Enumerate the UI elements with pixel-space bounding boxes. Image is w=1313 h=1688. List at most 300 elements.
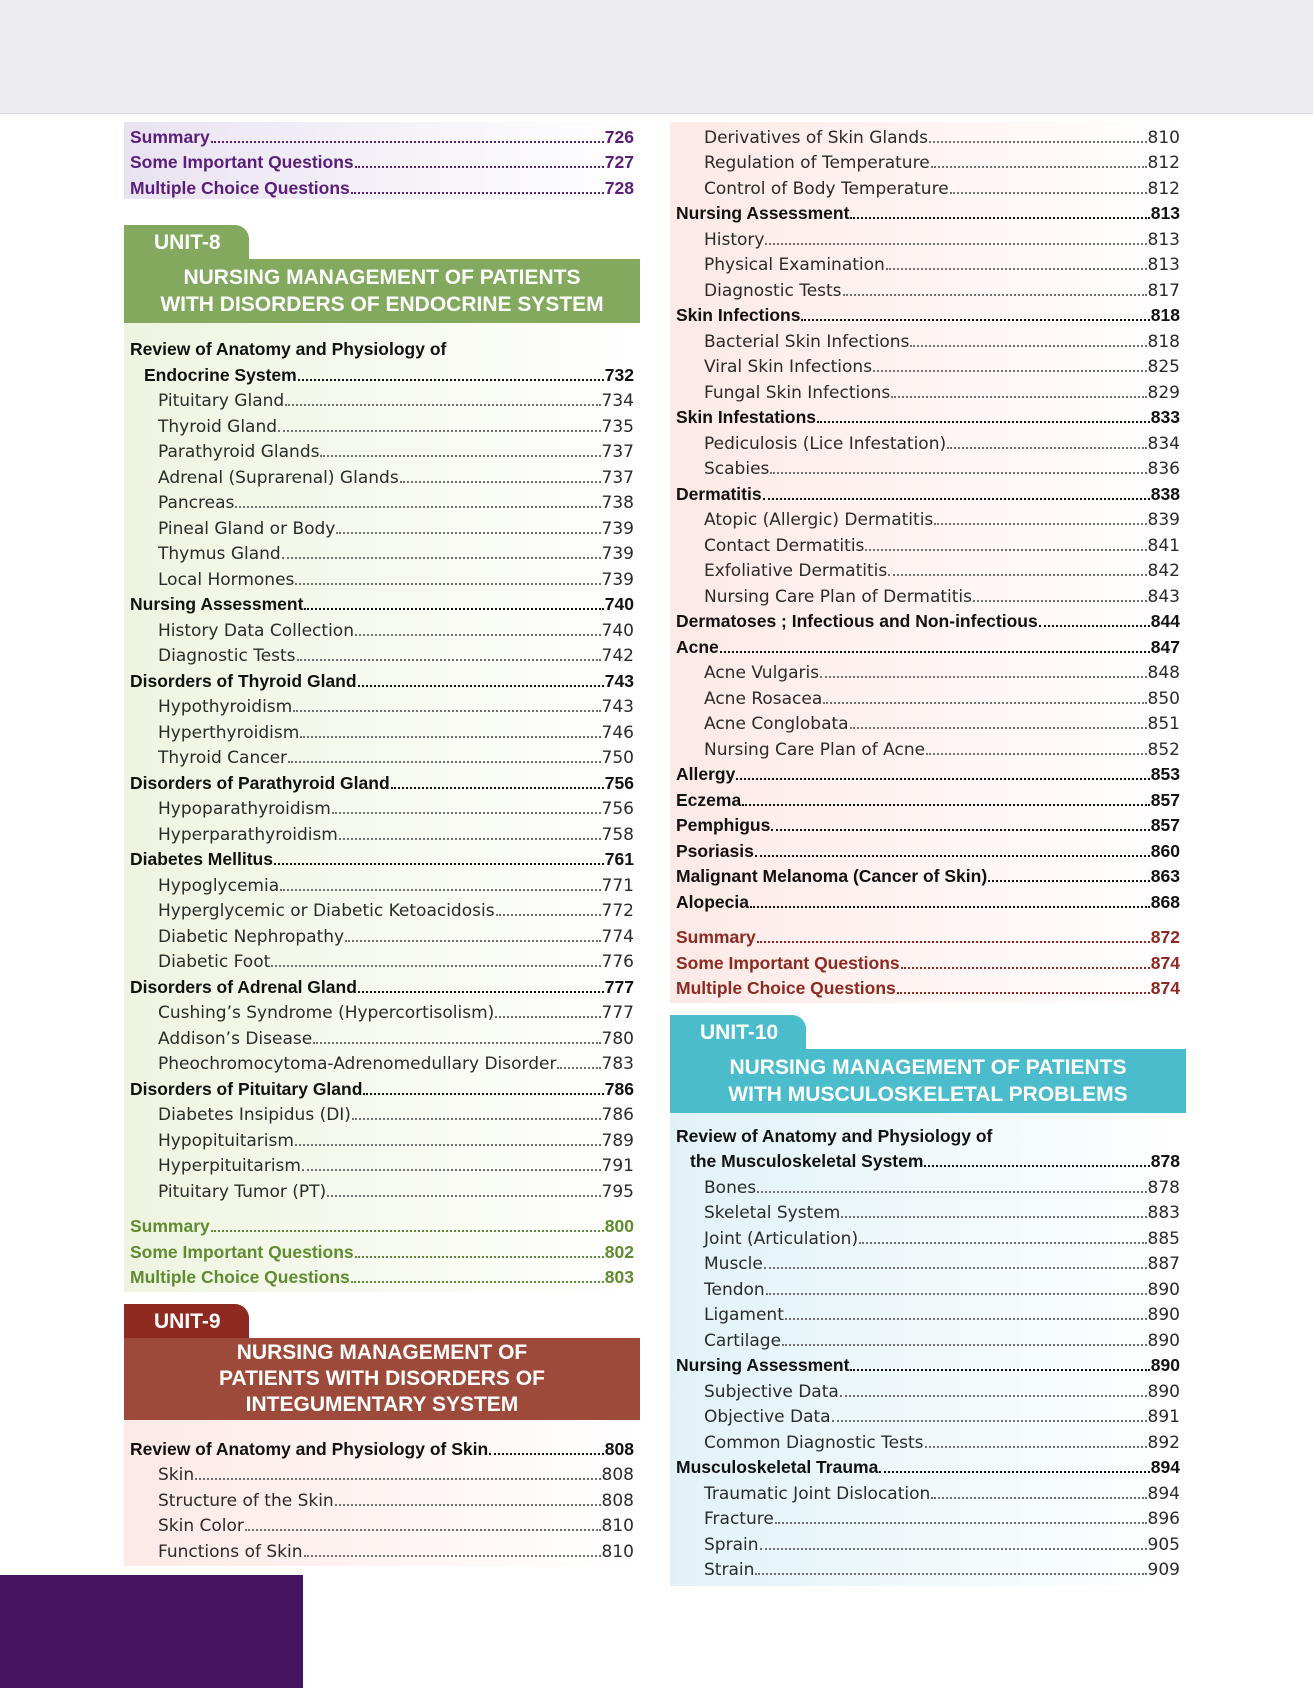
toc-page-number: 885 bbox=[1147, 1228, 1180, 1249]
toc-entry-title: Structure of the Skin bbox=[158, 1490, 334, 1511]
toc-entry-title: Hyperparathyroidism bbox=[158, 824, 338, 845]
toc-entry[interactable] bbox=[130, 947, 634, 973]
toc-entry[interactable] bbox=[676, 1555, 1180, 1581]
dot-leader bbox=[400, 480, 601, 483]
toc-heading[interactable] bbox=[676, 607, 1180, 633]
toc-entry[interactable] bbox=[676, 275, 1180, 301]
dot-leader bbox=[358, 684, 604, 687]
toc-page-number: 853 bbox=[1150, 764, 1180, 784]
toc-entry-title: Pemphigus bbox=[676, 815, 771, 835]
dot-leader bbox=[285, 403, 600, 406]
toc-entry[interactable] bbox=[676, 1376, 1180, 1402]
toc-page-number: 839 bbox=[1147, 510, 1180, 530]
toc-entry[interactable] bbox=[676, 505, 1180, 531]
toc-entry[interactable] bbox=[130, 1023, 634, 1049]
toc-page-number: 812 bbox=[1147, 153, 1180, 173]
toc-entry-title: Diagnostic Tests bbox=[704, 280, 842, 301]
toc-page-number: 791 bbox=[601, 1156, 634, 1176]
toc-heading[interactable] bbox=[676, 479, 1180, 505]
toc-summary-entry[interactable] bbox=[130, 1263, 634, 1289]
dot-leader bbox=[840, 1394, 1147, 1397]
toc-summary-entry[interactable] bbox=[130, 148, 634, 174]
toc-heading[interactable] bbox=[676, 785, 1180, 811]
dot-leader bbox=[823, 701, 1146, 704]
dot-leader bbox=[785, 1317, 1147, 1320]
unit10-contents bbox=[670, 1113, 1186, 1586]
toc-entry-title: Adrenal (Suprarenal) Glands bbox=[158, 467, 399, 488]
toc-page-number: 850 bbox=[1147, 688, 1180, 709]
toc-entry[interactable] bbox=[130, 386, 634, 412]
toc-page-number: 818 bbox=[1147, 331, 1180, 352]
toc-entry[interactable] bbox=[676, 709, 1180, 735]
toc-page-number: 758 bbox=[601, 824, 634, 845]
toc-page-number: 739 bbox=[601, 569, 634, 590]
toc-heading[interactable] bbox=[676, 836, 1180, 862]
dot-leader bbox=[947, 446, 1146, 449]
toc-entry[interactable] bbox=[130, 513, 634, 539]
toc-entry[interactable] bbox=[676, 556, 1180, 582]
toc-entry[interactable] bbox=[676, 1325, 1180, 1351]
toc-entry-title: Some Important Questions bbox=[130, 1241, 354, 1262]
page-top-band bbox=[0, 0, 1313, 114]
toc-entry[interactable] bbox=[676, 1198, 1180, 1224]
right-column bbox=[670, 122, 1186, 1586]
toc-entry-title: History bbox=[704, 229, 765, 250]
toc-entry-title: Skin Infections bbox=[676, 305, 801, 325]
toc-page-number: 860 bbox=[1150, 840, 1180, 861]
dot-leader bbox=[832, 1419, 1147, 1422]
toc-page-number: 857 bbox=[1150, 789, 1180, 810]
unit9-contents-left bbox=[124, 1420, 640, 1566]
toc-entry-title: Review of Anatomy and Physiology of Skin bbox=[130, 1438, 489, 1459]
dot-leader bbox=[760, 1547, 1147, 1550]
dot-leader bbox=[859, 1241, 1146, 1244]
toc-heading[interactable]: Review of Anatomy and Physiology of bbox=[676, 1125, 993, 1146]
toc-entry[interactable] bbox=[130, 437, 634, 463]
toc-entry[interactable] bbox=[130, 641, 634, 667]
toc-entry[interactable] bbox=[130, 1100, 634, 1126]
toc-page-number: 833 bbox=[1150, 407, 1180, 427]
toc-page-number: 756 bbox=[601, 799, 634, 819]
dot-leader bbox=[1039, 624, 1150, 627]
unit8-title-line2: WITH DISORDERS OF ENDOCRINE SYSTEM bbox=[160, 292, 604, 316]
toc-page-number: 896 bbox=[1147, 1509, 1180, 1529]
toc-page-number: 783 bbox=[601, 1054, 634, 1074]
toc-page-number: 838 bbox=[1150, 483, 1180, 504]
toc-entry-title: Disorders of Adrenal Gland bbox=[130, 976, 357, 997]
dot-leader bbox=[320, 454, 600, 457]
toc-entry[interactable] bbox=[676, 454, 1180, 480]
dot-leader bbox=[235, 505, 600, 508]
toc-entry-title: Hypoglycemia bbox=[158, 875, 280, 896]
toc-page-number: 810 bbox=[601, 1516, 634, 1536]
toc-entry[interactable] bbox=[676, 530, 1180, 556]
dot-leader bbox=[925, 1445, 1147, 1448]
dot-leader bbox=[755, 1572, 1146, 1575]
toc-entry[interactable] bbox=[130, 1460, 634, 1486]
toc-page-number: 802 bbox=[604, 1241, 634, 1262]
toc-entry[interactable] bbox=[130, 411, 634, 437]
dot-leader bbox=[865, 548, 1146, 551]
dot-leader bbox=[211, 140, 604, 143]
toc-entry[interactable] bbox=[676, 1402, 1180, 1428]
toc-page-number: 742 bbox=[601, 646, 634, 666]
toc-page-number: 743 bbox=[601, 697, 634, 717]
dot-leader bbox=[489, 1452, 604, 1455]
toc-heading[interactable] bbox=[676, 1351, 1180, 1377]
toc-entry[interactable] bbox=[130, 539, 634, 565]
toc-entry-title: Functions of Skin bbox=[158, 1541, 303, 1562]
toc-entry-title: Sprain bbox=[704, 1534, 759, 1555]
toc-entry-title: Derivatives of Skin Glands bbox=[704, 127, 928, 148]
toc-entry-title: Ligament bbox=[704, 1305, 784, 1325]
dot-leader bbox=[775, 1521, 1147, 1524]
toc-entry-title: Scabies bbox=[704, 459, 770, 479]
toc-summary-entry[interactable] bbox=[676, 948, 1180, 974]
dot-leader bbox=[934, 522, 1146, 525]
toc-entry-title: Joint (Articulation) bbox=[704, 1228, 859, 1249]
toc-heading[interactable] bbox=[130, 590, 634, 616]
toc-page-number: 909 bbox=[1147, 1560, 1180, 1580]
toc-heading[interactable] bbox=[676, 632, 1180, 658]
toc-heading[interactable] bbox=[130, 1434, 634, 1460]
dot-leader bbox=[782, 1343, 1146, 1346]
toc-entry-title: Local Hormones bbox=[158, 569, 295, 590]
toc-entry[interactable] bbox=[676, 734, 1180, 760]
toc-page-number: 890 bbox=[1147, 1381, 1180, 1402]
toc-summary-entry[interactable] bbox=[130, 173, 634, 199]
dot-leader bbox=[355, 1255, 604, 1258]
toc-summary-entry[interactable] bbox=[130, 122, 634, 148]
toc-entry[interactable] bbox=[676, 250, 1180, 276]
toc-page-number: 847 bbox=[1150, 636, 1180, 657]
dot-leader bbox=[763, 497, 1150, 500]
toc-heading[interactable] bbox=[130, 666, 634, 692]
toc-page-number: 872 bbox=[1150, 927, 1180, 947]
toc-entry[interactable] bbox=[130, 615, 634, 641]
toc-heading[interactable] bbox=[676, 1453, 1180, 1479]
dot-leader bbox=[897, 991, 1150, 994]
toc-entry[interactable] bbox=[130, 1176, 634, 1202]
toc-page-number: 812 bbox=[1147, 178, 1180, 199]
toc-page-number: 734 bbox=[601, 391, 634, 411]
toc-entry-title: Exfoliative Dermatitis bbox=[704, 561, 888, 581]
toc-heading[interactable]: the Musculoskeletal System 878 bbox=[690, 1151, 1180, 1171]
toc-heading[interactable] bbox=[130, 972, 634, 998]
dot-leader bbox=[339, 837, 601, 840]
toc-entry-title: Hypothyroidism bbox=[158, 697, 293, 717]
toc-page-number: 808 bbox=[601, 1490, 634, 1511]
toc-page-number: 774 bbox=[601, 926, 634, 947]
toc-entry[interactable] bbox=[130, 1125, 634, 1151]
toc-entry[interactable] bbox=[676, 377, 1180, 403]
toc-entry[interactable] bbox=[676, 326, 1180, 352]
dot-leader bbox=[351, 1280, 604, 1283]
toc-entry[interactable] bbox=[676, 581, 1180, 607]
toc-entry-title: Subjective Data bbox=[704, 1381, 839, 1402]
toc-entry[interactable] bbox=[130, 488, 634, 514]
dot-leader bbox=[765, 242, 1146, 245]
toc-entry-title: Parathyroid Glands bbox=[158, 442, 320, 462]
toc-entry-title: Thymus Gland bbox=[158, 544, 281, 564]
toc-page-number: 868 bbox=[1150, 891, 1180, 912]
toc-entry-title: Hyperthyroidism bbox=[158, 722, 300, 743]
toc-page-number: 739 bbox=[601, 518, 634, 539]
toc-page-number: 777 bbox=[604, 976, 634, 997]
dot-leader bbox=[304, 1554, 601, 1557]
dot-leader bbox=[327, 1194, 600, 1197]
toc-page-number: 818 bbox=[1150, 305, 1180, 325]
unit8-title-line1: NURSING MANAGEMENT OF PATIENTS bbox=[183, 265, 581, 289]
toc-heading[interactable] bbox=[676, 403, 1180, 429]
toc-heading[interactable] bbox=[676, 301, 1180, 327]
toc-entry-title: Multiple Choice Questions bbox=[130, 177, 350, 198]
toc-entry[interactable] bbox=[130, 717, 634, 743]
toc-entry-title: Nursing Assessment bbox=[676, 1355, 850, 1375]
toc-page-number: 878 bbox=[1147, 1177, 1180, 1198]
dot-leader bbox=[195, 1477, 600, 1480]
toc-page-number: 800 bbox=[604, 1216, 634, 1236]
dot-leader bbox=[931, 165, 1147, 168]
toc-entry-title: Some Important Questions bbox=[676, 952, 900, 973]
toc-entry-title: Hypopituitarism bbox=[158, 1130, 294, 1151]
toc-page-number: 836 bbox=[1147, 459, 1180, 479]
dot-leader bbox=[926, 752, 1146, 755]
toc-entry-title: Nursing Assessment bbox=[676, 203, 850, 223]
dot-leader bbox=[345, 939, 600, 942]
toc-entry[interactable] bbox=[676, 1249, 1180, 1275]
toc-entry[interactable] bbox=[130, 462, 634, 488]
toc-page-number: 894 bbox=[1150, 1457, 1180, 1477]
toc-page-number: 834 bbox=[1147, 433, 1180, 454]
toc-page-number: 789 bbox=[601, 1130, 634, 1151]
toc-page-number: 905 bbox=[1147, 1534, 1180, 1555]
toc-page-number: 874 bbox=[1150, 952, 1180, 973]
toc-entry[interactable] bbox=[130, 819, 634, 845]
dot-leader bbox=[302, 1168, 601, 1171]
toc-entry-title: Tendon bbox=[704, 1279, 765, 1300]
toc-entry-title: Control of Body Temperature bbox=[704, 178, 949, 199]
toc-entry-title: Diabetes Insipidus (DI) bbox=[158, 1105, 351, 1125]
toc-page-number: 771 bbox=[601, 875, 634, 896]
toc-entry[interactable] bbox=[676, 1300, 1180, 1326]
toc-entry-title: Psoriasis bbox=[676, 840, 754, 861]
toc-page-number: 890 bbox=[1147, 1279, 1180, 1300]
toc-summary-entry[interactable] bbox=[130, 1237, 634, 1263]
toc-entry[interactable] bbox=[130, 1049, 634, 1075]
toc-entry-title: Skin Infestations bbox=[676, 407, 817, 427]
toc-heading[interactable] bbox=[130, 768, 634, 794]
toc-heading[interactable] bbox=[130, 1074, 634, 1100]
toc-page-number: 772 bbox=[601, 901, 634, 921]
toc-page-number: 737 bbox=[601, 467, 634, 488]
toc-entry[interactable] bbox=[130, 896, 634, 922]
toc-heading[interactable] bbox=[676, 199, 1180, 225]
toc-entry[interactable] bbox=[130, 564, 634, 590]
dot-leader bbox=[850, 1368, 1149, 1371]
dot-leader bbox=[755, 854, 1150, 857]
toc-entry[interactable] bbox=[676, 1529, 1180, 1555]
toc-page-number: 737 bbox=[601, 442, 634, 462]
toc-entry-title: History Data Collection bbox=[158, 620, 354, 641]
dot-leader bbox=[841, 1215, 1146, 1218]
toc-heading[interactable] bbox=[676, 862, 1180, 888]
toc-page-number: 848 bbox=[1147, 663, 1180, 683]
unit10-title bbox=[670, 1049, 1186, 1113]
toc-entry-title: Hyperpituitarism bbox=[158, 1156, 301, 1176]
dot-leader bbox=[557, 1066, 600, 1069]
toc-entry[interactable] bbox=[130, 998, 634, 1024]
toc-heading[interactable] bbox=[130, 845, 634, 871]
toc-summary-entry[interactable] bbox=[676, 974, 1180, 1000]
toc-entry-title: Viral Skin Infections bbox=[704, 357, 873, 377]
toc-entry-title: Physical Examination bbox=[704, 255, 885, 275]
dot-leader bbox=[720, 650, 1150, 653]
toc-entry[interactable] bbox=[676, 173, 1180, 199]
dot-leader bbox=[496, 913, 601, 916]
toc-heading[interactable] bbox=[676, 811, 1180, 837]
unit8-title bbox=[124, 259, 640, 323]
dot-leader bbox=[850, 216, 1149, 219]
toc-page-number: 890 bbox=[1147, 1330, 1180, 1351]
toc-page-number: 852 bbox=[1147, 739, 1180, 760]
toc-entry-title: Disorders of Parathyroid Gland bbox=[130, 772, 390, 793]
dot-leader bbox=[764, 1266, 1147, 1269]
toc-heading[interactable]: Review of Anatomy and Physiology of bbox=[130, 339, 447, 359]
left-column bbox=[124, 122, 640, 1566]
toc-summary-entry[interactable] bbox=[130, 1212, 634, 1238]
toc-page-number: 780 bbox=[601, 1028, 634, 1049]
toc-entry-title: Bacterial Skin Infections bbox=[704, 331, 910, 352]
toc-entry-title: Acne Rosacea bbox=[704, 688, 823, 709]
dot-leader bbox=[910, 344, 1146, 347]
toc-entry-title: Atopic (Allergic) Dermatitis bbox=[704, 510, 934, 530]
toc-page-number: 803 bbox=[604, 1267, 634, 1287]
toc-page-number: 735 bbox=[601, 416, 634, 437]
toc-entry-title: Summary bbox=[130, 1216, 210, 1236]
toc-entry-title: Diabetic Foot bbox=[158, 952, 271, 972]
toc-page-number: 829 bbox=[1147, 382, 1180, 403]
toc-entry[interactable] bbox=[676, 1478, 1180, 1504]
toc-entry-title: Fungal Skin Infections bbox=[704, 382, 891, 403]
dot-leader bbox=[332, 811, 601, 814]
toc-page-number: 817 bbox=[1147, 280, 1180, 301]
toc-page-number: 863 bbox=[1150, 866, 1180, 886]
dot-leader bbox=[288, 760, 601, 763]
toc-entry-title: Acne Vulgaris bbox=[704, 663, 820, 683]
toc-entry-title: Dermatoses ; Infectious and Non-infectious bbox=[676, 611, 1038, 631]
dot-leader bbox=[293, 709, 600, 712]
dot-leader bbox=[771, 828, 1149, 831]
toc-page-number: 843 bbox=[1147, 586, 1180, 607]
toc-entry[interactable] bbox=[130, 1511, 634, 1537]
dot-leader bbox=[363, 1092, 603, 1095]
toc-entry[interactable] bbox=[130, 870, 634, 896]
toc-entry[interactable] bbox=[130, 1151, 634, 1177]
toc-entry-title: Summary bbox=[130, 126, 210, 147]
toc-entry-title: Pediculosis (Lice Infestation) bbox=[704, 433, 947, 454]
toc-entry[interactable] bbox=[130, 1485, 634, 1511]
toc-page-number: 808 bbox=[604, 1438, 634, 1459]
dot-leader bbox=[879, 1470, 1149, 1473]
toc-entry-title: Pheochromocytoma-Adrenomedullary Disorder bbox=[158, 1054, 557, 1074]
unit9-contents-right bbox=[670, 122, 1186, 1003]
dot-leader bbox=[750, 905, 1150, 908]
toc-entry-title: Summary bbox=[676, 927, 756, 947]
toc-entry-title: Some Important Questions bbox=[130, 152, 354, 172]
toc-entry[interactable] bbox=[676, 1223, 1180, 1249]
dot-leader bbox=[336, 531, 600, 534]
dot-leader bbox=[742, 803, 1150, 806]
toc-page-number: 887 bbox=[1147, 1254, 1180, 1274]
toc-page-number: 786 bbox=[604, 1078, 634, 1099]
toc-entry[interactable] bbox=[676, 658, 1180, 684]
toc-entry-title: Pancreas bbox=[158, 493, 235, 513]
toc-page-number: 857 bbox=[1150, 815, 1180, 835]
toc-entry[interactable] bbox=[676, 428, 1180, 454]
toc-entry[interactable] bbox=[676, 224, 1180, 250]
toc-entry[interactable] bbox=[676, 1427, 1180, 1453]
toc-entry[interactable] bbox=[130, 921, 634, 947]
toc-entry[interactable] bbox=[676, 683, 1180, 709]
dot-leader bbox=[211, 1229, 604, 1232]
unit10-title-line2: WITH MUSCULOSKELETAL PROBLEMS bbox=[728, 1083, 1128, 1106]
toc-heading[interactable] bbox=[676, 760, 1180, 786]
toc-summary-entry[interactable] bbox=[676, 923, 1180, 949]
toc-entry-title: Cushing’s Syndrome (Hypercortisolism) bbox=[158, 1003, 495, 1023]
toc-entry[interactable] bbox=[676, 1274, 1180, 1300]
toc-entry-title: Regulation of Temperature bbox=[704, 153, 930, 173]
dot-leader bbox=[245, 1528, 601, 1531]
toc-heading[interactable] bbox=[676, 887, 1180, 913]
toc-entry-title: Strain bbox=[704, 1560, 755, 1580]
toc-entry-title: Hypoparathyroidism bbox=[158, 799, 331, 819]
toc-entry-title: Acne bbox=[676, 636, 719, 657]
toc-entry[interactable] bbox=[676, 1504, 1180, 1530]
toc-page-number: 726 bbox=[604, 126, 634, 147]
toc-entry[interactable] bbox=[130, 1536, 634, 1562]
toc-entry-title: Nursing Assessment bbox=[130, 594, 304, 614]
dot-leader bbox=[495, 1015, 600, 1018]
toc-entry-title: Traumatic Joint Dislocation bbox=[704, 1483, 931, 1504]
toc-entry[interactable] bbox=[676, 352, 1180, 378]
toc-page-number: 813 bbox=[1147, 255, 1180, 275]
dot-leader bbox=[820, 675, 1146, 678]
unit9-tab: UNIT-9 bbox=[124, 1304, 249, 1338]
toc-entry[interactable] bbox=[676, 148, 1180, 174]
dot-leader bbox=[950, 191, 1147, 194]
toc-entry[interactable] bbox=[130, 743, 634, 769]
toc-entry-title: Thyroid Cancer bbox=[158, 748, 288, 768]
corner-block bbox=[0, 1575, 303, 1688]
unit9-title-line2: PATIENTS WITH DISORDERS OF bbox=[219, 1367, 545, 1390]
toc-page-number: 810 bbox=[601, 1541, 634, 1562]
toc-entry[interactable] bbox=[130, 794, 634, 820]
dot-leader bbox=[801, 318, 1149, 321]
toc-page-number: 825 bbox=[1147, 357, 1180, 377]
dot-leader bbox=[304, 607, 603, 610]
toc-entry-title: Thyroid Gland bbox=[158, 416, 278, 437]
toc-entry-title: Cartilage bbox=[704, 1330, 782, 1351]
dot-leader bbox=[873, 369, 1146, 372]
dot-leader bbox=[274, 862, 604, 865]
dot-leader bbox=[929, 140, 1147, 143]
toc-entry-title: Musculoskeletal Trauma bbox=[676, 1457, 879, 1477]
toc-entry[interactable] bbox=[676, 122, 1180, 148]
toc-entry[interactable] bbox=[130, 692, 634, 718]
toc-entry[interactable] bbox=[676, 1172, 1180, 1198]
toc-heading[interactable]: Endocrine System 732 bbox=[144, 364, 634, 385]
